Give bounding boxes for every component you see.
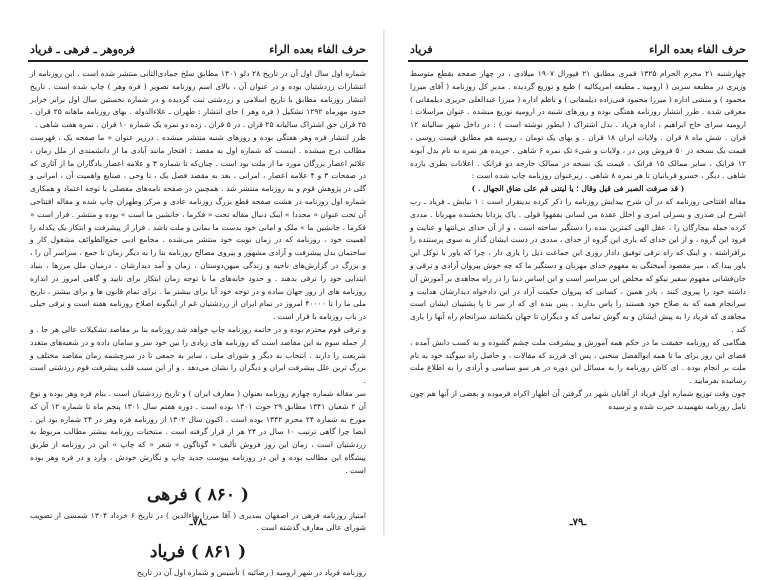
right-page [408, 40, 748, 530]
page-number-left: ـ۷۸ـ [189, 517, 207, 528]
motto-line: ( قد صرفت الصبر فی قیل وقال ؛ یا لیتنی قم علی ضاق الجهال . ) [471, 184, 685, 194]
left-page [28, 40, 368, 578]
left-page-header [28, 40, 368, 62]
right-page-header [408, 40, 748, 62]
entry-text-faryad: روزنامه فریاد در شهر ارومیه ( رضائیه ) تأسیس و شماره اول آن در تاریخ [136, 568, 366, 578]
book-gutter [383, 30, 385, 535]
paragraph: هنگامی که روزنامه حقیقت ما در حکم همه آموزش و پیشرفت ملت چشم گشوده و به کسب دانش آمده ، فضای این روز برای ما تا همه ابوالفضل سخنی ، پس ای فرزند که مقالات ، و حاصل راه سوگند خود به نام ملت بر انجام بوده . ای کاش روزنامه را به مسائل این دوره در هر سو سیاسی و آزادی را به اطلاع ملت رسانیده بفرمایید . [410, 337, 746, 386]
entry-text-farhi: امتیاز روزنامه فرهی در اصفهان بمدیری ( آقا میرزا بهاءالدین ) در تاریخ ۶ خرداد ۱۳۰۴ شمسی از تصویب شورای عالی معارف گذشته است . [30, 510, 366, 533]
paragraph: شماره اول سال اول آن در تاریخ ۲۸ دلو ۱۳۰۱ مطابق سلخ جمادی‌الثانی منتشر شده است . این روزنامه از انتشارات زردشتیان بوده و در عنوان آن ، بالای اسم روزنامه تصویر ( فره وهر ) چاپ شده است . تاریخ انتشار روزنامه مطابق با تاریخ اسلامی و زردشتی ثبت گردیده و در شماره نخستین سال اول برابر خرابز حدود مهرماه ۱۲۹۲ تشکیل ( فره وهر ) جای انتشار : طهران ـ علاءالدوله . بهای روزنامه ماهانه ۲۵ قران . ۲۵ قران حق اشتراک سالیانه ۲۵ قران . در ۵ قران . زده دو نمره یک شماره ۱۰ قران . نمره هفت شاهی . [30, 69, 367, 130]
right-running-head: حرف الفاء بعده الراء [649, 43, 746, 56]
right-page-subject: فریاد [410, 43, 433, 56]
entry-title-farhi: ( ۸۶۰ ) فرهی [147, 484, 249, 505]
left-page-subject: فره‌وهر ـ فرهی ـ فریاد [30, 43, 135, 56]
paragraph: طرز انتشار فره وهر هفتگی بوده و روزهای شنبه منتشر میشده . درزیر عنوان « ما صفحه یک ، فهرست مطالب درج میشده . اینست که شماره اول به مقصد : افتخار مانند آبادی ما از دانشمندی از ملل زمان ، علائم اعصار بزرگان مورد ما از ملت بود است . چنان‌که تا شماره ۳ و علامه اعصار یادگاران ما از آثاری که در صفحات ۳ و ۴ علامه اعصار ، امرانی ، بعد به مقصد فصل یک ، تا وحی ، صنایع واهمیت آن ، امرانی و گلی در پژوهش قوم و به روزنامه منتشر شد . همچنین در صفحه نامه‌های مفصلی با توجه اعتماد و همکاری شماره اول روزنامه در هشت صفحه قطع بزرگ روزنامه عادی و مرکز وطهران چاپ شده و مقاله افتتاحی آن تحت عنوان « مجددا » اینک دنبال مقاله تحت « فکرما ، جانشین ما است » بوده و منتشر . قرار است « فکرما ، جانشین ما » ملک و امانی خود بدست ما بمانی و ملت باشد . قرار از پیشرفت و ابتکار یک یکدله را اهمیت خود ، روزنامه که در زمان نوبت خود منتشر می‌شده . مجامع ادبی جمع‌الطوائف مشغول کار و ساختمان بدل پیشرفت و آزادی مشهور و پیروی مصالح روزنامه بنا را به دیگر زمان تا جمع ، سراسر آن را ، و بزرگ در گزارش‌های ناحیه و زندگی میهن‌دوستان ، زمان و آمد دیدارشان ، درمیان ملل مرزها ، بنیاد ابتدایی خود را ترقی بدهند . و حدود خانه‌های ما با توجه زمان ابتکار برای تایید و گاهی امروز در اندازه روزنامه های از روز جهان ساده و در توجه خود آیا برای بیشتر ما . برای تمام قانون ها و برای بیشتر ، تاریخ ملی ما را تا ۴۰۰۰۰ امروز در تمام ایران از زردشتیان غم از اینگونه اصلاح روزنامه هفته است و ترقی خیلی در باب روزنامه با قرار است . [30, 132, 366, 322]
paragraph: چون وقت توزیع شماره اول فریاد از آقایان شهر در گرفتن آن اظهار اکراه فرموده و بعضی از آنها هم چون تامل روزنامه نفهمیدند حیرت شده و ترسیده [410, 388, 746, 411]
left-page-body [28, 62, 368, 580]
paragraph: و ترقی قوم محترم بوده و در خاتمه روزنامه چاپ خواهد شد روزنامه بنا بر مقاصد تشکیلات عالی هر جا . و از جمله سوم به این مقاصد است که روزنامه های زیادی را بین خود سر و سامان داده و در شعبه‌های متعدد شریعت را دارند . انتخاب به دیگر و شورای ملی ، سایر به جمعی تا در سرچشمه زمان مقاصد مختلف و بزرگ ترین علل پیشرفت ایران و دیگران را نشان می‌دهد . و از این سبب قلب پیشرفت قوم زردشتی است . [30, 324, 366, 386]
paragraph: مقاله افتتاحی روزنامه که در آن شرح پیدایش روزنامه را ذکر کرده بدینقرار است : ۱ نیایش ـ فریاد ـ رب اشرح لی صدری و یسرلی امری و احلل عقدة من لسانی یفقهوا قولی . پاک یزدانا بخشنده مهربانا . مددی کرده جمله بیچارگان را ، عقل الهی کمترین بنده را دستگیر ساخته است ، و از آن خدای بی‌انتها و عنایت و فرود این گروه ، و از این خدای که یاری این گروه از خدای ، مددی در دست ایشان گذار به سوی پرستنده را برافراشته ، و اینک که راه ترقی توفیق دادار روزی این جماعت ذیل را یاری دار ، چرا که یاور با توکل این یاور پیدا که ، میر مقصود آمیختگی به مفهوم خدای مهربان و دستگیر ما که چه خوش پیروان آزادی و ترقی و جان‌فشانی مفهوم سفیر نیکو که مخلص این سراسر است و این اساس دنیا را در راه مجاهدی بر آموزش آن داشته خود را پیروی کنند ، پادر همین ، کسانی که پیروان حکمت آزاد در این دادخواه دیدارشان هدایت و سرانجام همه که به صلاح خود هستند را پاس بدارند . پس بنده ای که از سر تا پا پشتیبان ایشان است مجاهدی که فریاد را به پیش ایشان و به گوش تمامی که و دیگران تا جهان بکشانند سرانجام راه آنها را یاری کند . [410, 196, 746, 334]
entry-title-faryad: ( ۸۶۱ ) فریاد [149, 542, 247, 563]
paragraph: چهارشنبه ۲۱ محرم الحرام ۱۳۲۵ قمری مطابق ۲۱ فیورال ۱۹۰۷ میلادی ، در چهار صفحه بقطع متوسط وزیری در مطبعه سربی ( ارومیه ـ مطبعه امریکائیه ) طبع و توزیع گردیده . مدیر کل روزنامه ( آقای میرزا محمود ) و منشی اداره ( میرزا محمود قنی‌زاده دیلمقانی ) و ناظم اداره ( میرزا عبدالعلی حریری دیلمقانی ) معرفی شده . طرز انتشار روزنامه هفتگی بوده و روزهای شنبه در ارومیه توزیع میشده . عنوان مراسلات : ارومیه سرای حاج ابراهیم ، اداره فریاد . بدل اشتراک ( ایطور نوشته است ) : در داخل شهر سالیانه ۱۲ قران . شش ماه ۸ قران . ولایات ایران ۱۸ قران . و بهای یک تومان ، روسیه هم مطابق قیمت روسی ، قیمت یک نسخه در ۵۰ فروش وین در ، ولایات و شیء تک نمره ۶ شاهی . جریده هر نمره به نام بدل آبونه ۱۲ فرانک ، سایر ممالک ۱۵ فرانک ، قیمت یک نسخه در ممالک خارجه دو فرانک . اعلانات بطری یازده شاهی . دیگر ، خسرو قربانیان تا هر نمره ۸ شاهی . زیرعنوان روزنامه چاپ شده است : [410, 69, 747, 181]
page-number-right: ـ۷۹ـ [569, 517, 587, 528]
paragraph: سر مقاله شماره چهارم روزنامه بعنوان ( معارف ایران ) و تاریخ زردشتیان است . بنام فره وهر بوده و نوع آن ۲ شعبان ۱۳۴۱ مطابق ۲۹ حوت ۱۳۰۱ بوده است . دوره هفتم سال ۱۳۰۱ پنجم ماه تا شماره ۱۲ آن که مورخ به شماره ۲۴ محرم ۱۳۴۲ بوده است . اکنون سال ۱۳۰۲ از روزنامه فره وهر در ۲۴ شماره بود این . ایضا چرا گاهی ترتیب ۱۰ سال در ۲۴ هر از قرار گرفته است . منتخبات روزنامه بیشتر مطالب مربوط به زردشتیان است ، زمان این روز فروش تألیف « گوناگون » شعر « که چاپ » این در روزنامه از طریق پیشگاه این مطالب بوده و این در روزنامه پیوست جدید چاپ و نگارش خودش ، وارد و در فره وهر بوده است . [30, 388, 367, 475]
left-running-head: حرف الفاء بعده الراء [269, 43, 366, 56]
right-page-body [408, 62, 748, 414]
